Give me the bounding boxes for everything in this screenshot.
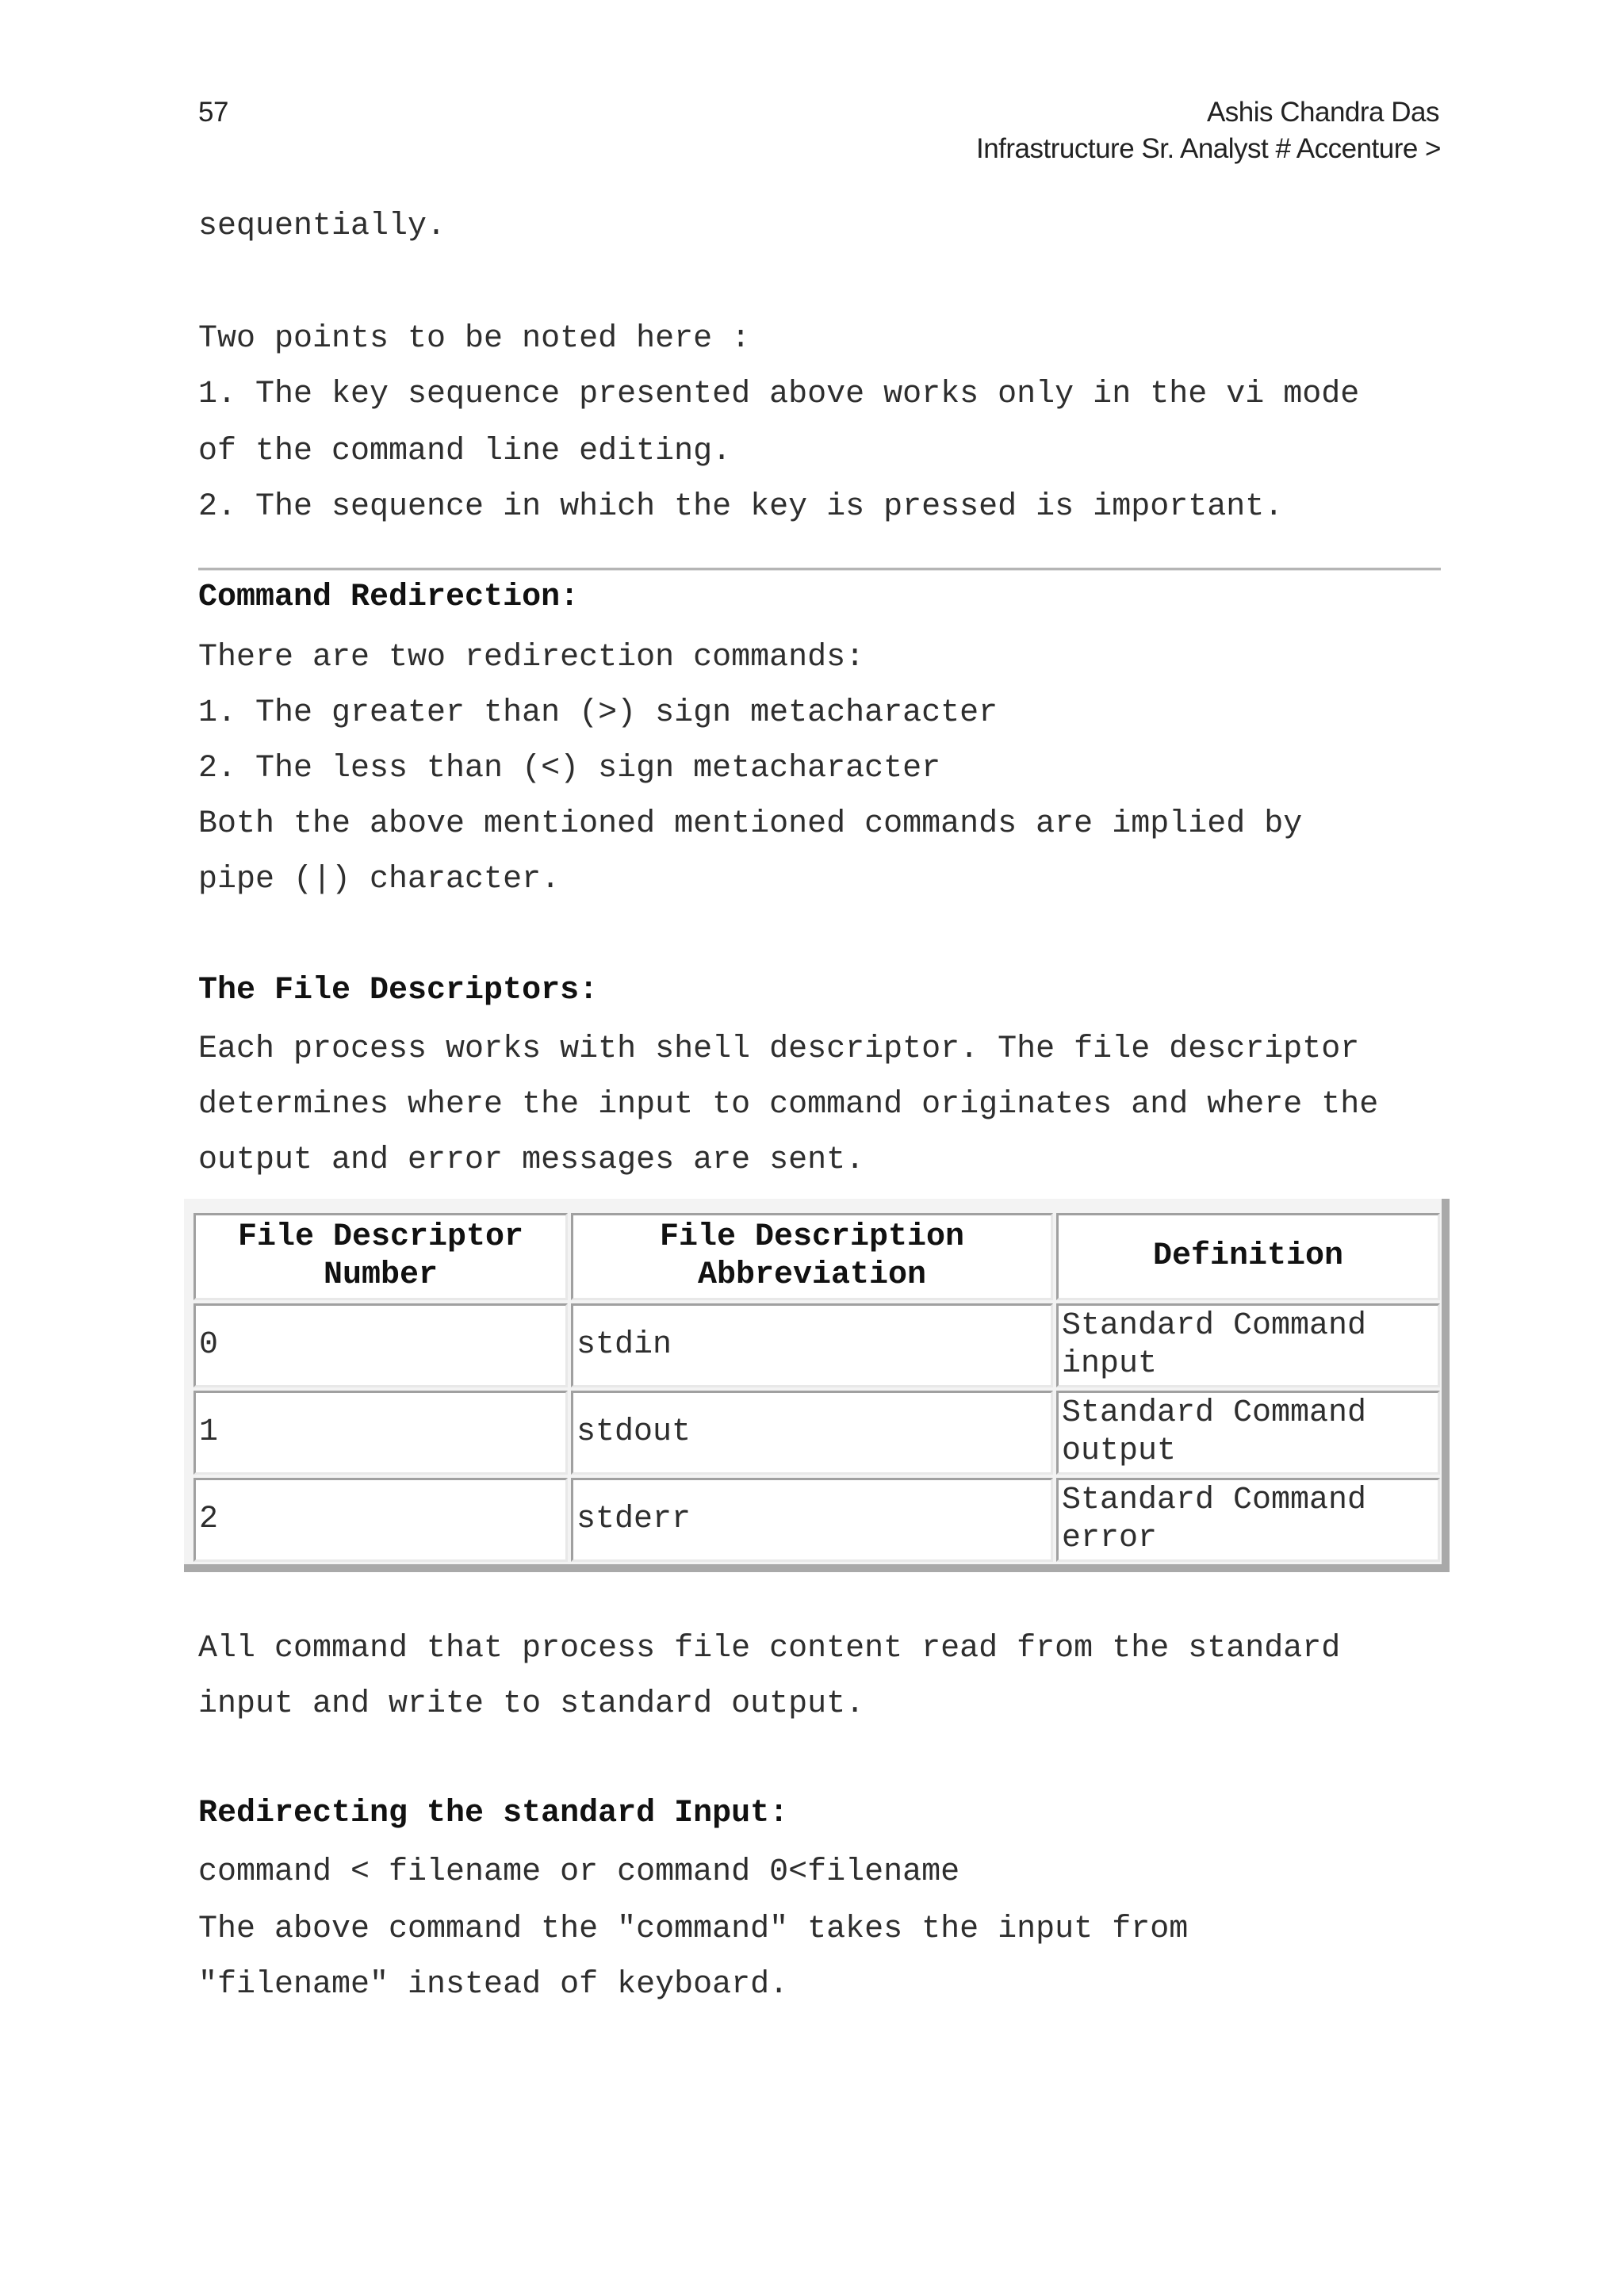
redirection-line1: There are two redirection commands: — [198, 640, 865, 675]
note-1a: 1. The key sequence presented above works only in the vi mode — [198, 377, 1360, 412]
table-cell-definition: Standard Command input — [1056, 1303, 1440, 1387]
intro-line: sequentially. — [198, 209, 446, 244]
after-table-line1: All command that process file content read from the standard — [198, 1631, 1341, 1667]
table-cell-abbreviation: stdin — [571, 1303, 1053, 1387]
table-cell-number: 1 — [193, 1391, 568, 1475]
table-cell-abbreviation: stderr — [571, 1478, 1053, 1562]
horizontal-rule — [198, 568, 1441, 571]
stdin-line3: "filename" instead of keyboard. — [198, 1967, 789, 2003]
page-number: 57 — [198, 97, 228, 128]
author-affiliation: Infrastructure Sr. Analyst # Accenture > — [975, 133, 1441, 164]
table-cell-number: 2 — [193, 1478, 568, 1562]
file-descriptor-table — [184, 1199, 1450, 1572]
table-cell-definition: Standard Command error — [1056, 1478, 1440, 1562]
table-cell-number: 0 — [193, 1303, 568, 1387]
table-cell-abbreviation: stdout — [571, 1391, 1053, 1475]
author-name: Ashis Chandra Das — [1206, 97, 1439, 128]
descriptors-line2: determines where the input to command originates and where the — [198, 1087, 1379, 1123]
table-header-definition: Definition — [1056, 1213, 1440, 1300]
descriptors-line3: output and error messages are sent. — [198, 1142, 865, 1178]
stdin-line2: The above command the "command" takes the input from — [198, 1911, 1189, 1947]
table-header-abbreviation: File Description Abbreviation — [571, 1213, 1053, 1300]
stdin-heading: Redirecting the standard Input: — [198, 1796, 789, 1831]
note-2: 2. The sequence in which the key is pressed is important. — [198, 489, 1284, 525]
redirection-item2: 2. The less than (<) sign metacharacter — [198, 751, 941, 786]
descriptors-line1: Each process works with shell descriptor. The file descriptor — [198, 1031, 1360, 1067]
stdin-line1: command < filename or command 0<filename — [198, 1854, 960, 1890]
descriptors-heading: The File Descriptors: — [198, 973, 599, 1008]
redirection-line2a: Both the above mentioned mentioned commands are implied by — [198, 806, 1303, 842]
redirection-line2b: pipe (|) character. — [198, 862, 561, 897]
notes-title: Two points to be noted here : — [198, 321, 751, 357]
table-header-number: File Descriptor Number — [193, 1213, 568, 1300]
table-cell-definition: Standard Command output — [1056, 1391, 1440, 1475]
note-1b: of the command line editing. — [198, 434, 732, 469]
redirection-heading: Command Redirection: — [198, 580, 580, 615]
redirection-item1: 1. The greater than (>) sign metacharacter — [198, 695, 998, 731]
after-table-line2: input and write to standard output. — [198, 1686, 865, 1722]
